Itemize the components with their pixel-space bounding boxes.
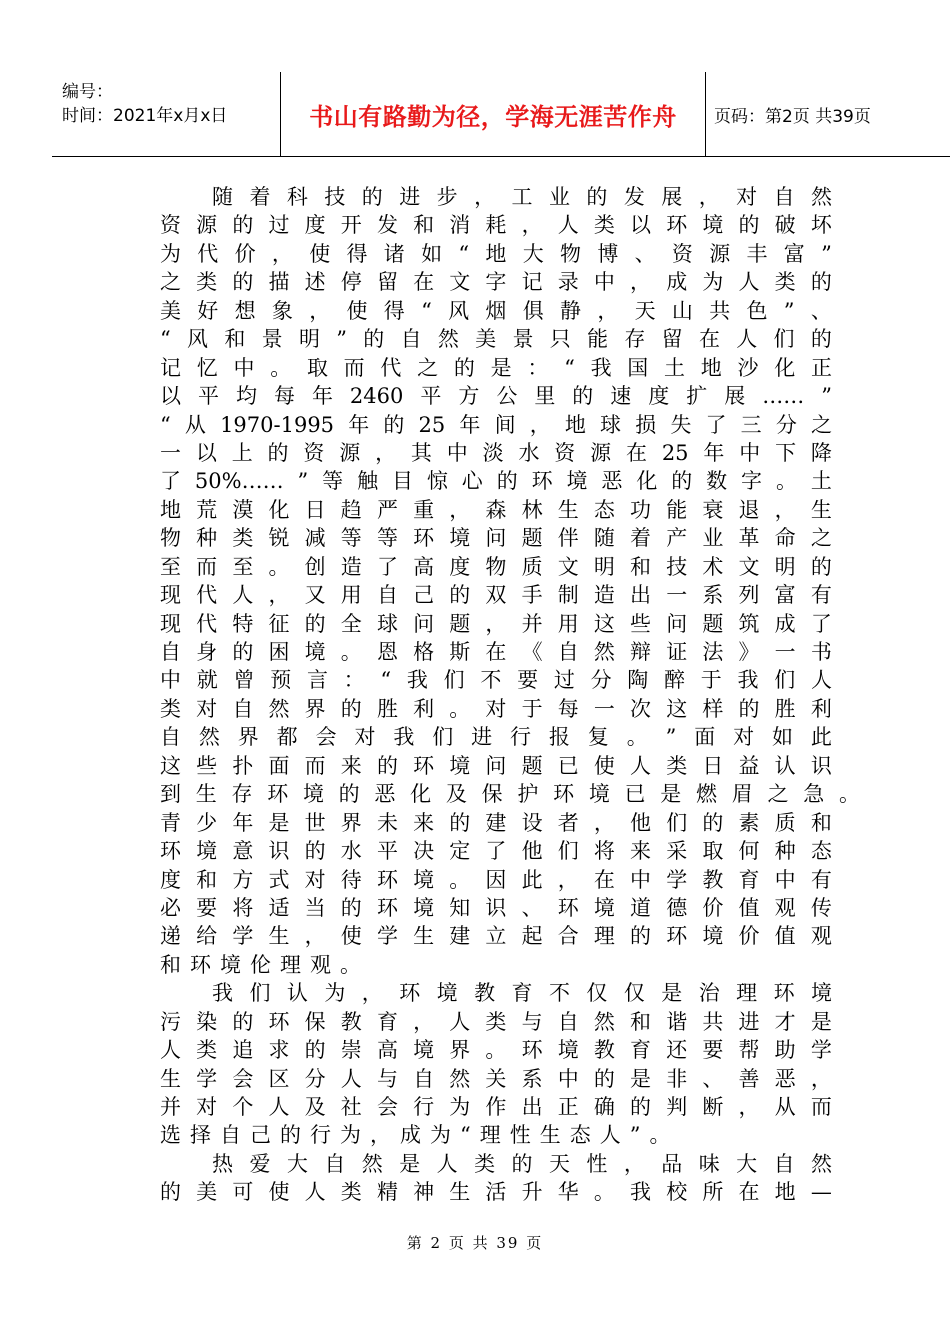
text-line: 以 平 均 每 年 2460 平 方 公 里 的 速 度 扩 展 …… ” <box>160 384 832 409</box>
text-line: 和环境伦理观。 <box>160 952 370 977</box>
text-line: 物 种 类 锐 减 等 等 环 境 问 题 伴 随 着 产 业 革 命 之 <box>160 526 832 551</box>
text-line: 的 美 可 使 人 类 精 神 生 活 升 华 。 我 校 所 在 地 — <box>160 1180 832 1205</box>
page-footer: 第 2 页 共 39 页 <box>406 1234 544 1252</box>
text-line: 污 染 的 环 保 教 育 ， 人 类 与 自 然 和 谐 共 进 才 是 <box>160 1009 832 1034</box>
text-line: 环 境 意 识 的 水 平 决 定 了 他 们 将 来 采 取 何 种 态 <box>160 839 832 864</box>
text-line: 并 对 个 人 及 社 会 行 为 作 出 正 确 的 判 断 ， 从 而 <box>160 1095 832 1119</box>
text-line: 自 然 界 都 会 对 我 们 进 行 报 复 。 ” 面 对 如 此 <box>160 725 832 750</box>
text-line: 至 而 至 。 创 造 了 高 度 物 质 文 明 和 技 术 文 明 的 <box>160 554 832 579</box>
text-line: 这 些 扑 面 而 来 的 环 境 问 题 已 使 人 类 日 益 认 识 <box>160 753 832 778</box>
text-line: 类 对 自 然 界 的 胜 利 。 对 于 每 一 次 这 样 的 胜 利 <box>160 696 832 721</box>
header-divider <box>705 72 706 156</box>
text-line: 现 代 特 征 的 全 球 问 题 ， 并 用 这 些 问 题 筑 成 了 <box>160 611 832 636</box>
text-line: “ 风 和 景 明 ” 的 自 然 美 景 只 能 存 留 在 人 们 的 <box>160 327 832 352</box>
page-header <box>52 72 950 157</box>
text-line: 人 类 追 求 的 崇 高 境 界 。 环 境 教 育 还 要 帮 助 学 <box>160 1038 832 1063</box>
text-line: 资 源 的 过 度 开 发 和 消 耗 ， 人 类 以 环 境 的 破 坏 <box>160 213 832 238</box>
header-motto: 书山有路勤为径，学海无涯苦作舟 <box>309 102 677 131</box>
document-body <box>160 183 860 1207</box>
text-line: 美 好 想 象 ， 使 得 “ 风 烟 俱 静 ， 天 山 共 色 ” 、 <box>160 298 832 323</box>
text-line: 我 们 认 为 ， 环 境 教 育 不 仅 仅 是 治 理 环 境 <box>212 981 832 1006</box>
header-meta <box>62 80 280 128</box>
text-line: 生 学 会 区 分 人 与 自 然 关 系 中 的 是 非 、 善 恶 ， <box>160 1066 832 1091</box>
document-date: 时间：2021年x月x日 <box>62 106 228 126</box>
text-line: 热 爱 大 自 然 是 人 类 的 天 性 ， 品 味 大 自 然 <box>212 1151 832 1176</box>
text-line: 现 代 人 ， 又 用 自 己 的 双 手 制 造 出 一 系 列 富 有 <box>160 583 832 608</box>
text-line: 地 荒 漠 化 日 趋 严 重 ， 森 林 生 态 功 能 衰 退 ， 生 <box>160 497 832 522</box>
text-line: 为 代 价 ， 使 得 诸 如 “ 地 大 物 博 、 资 源 丰 富 ” <box>160 241 832 266</box>
text-line: 青 少 年 是 世 界 未 来 的 建 设 者 ， 他 们 的 素 质 和 <box>160 810 832 835</box>
text-line: 到 生 存 环 境 的 恶 化 及 保 护 环 境 已 是 燃 眉 之 急 。 <box>160 782 860 807</box>
text-line: 自 身 的 困 境 。 恩 格 斯 在 《 自 然 辩 证 法 》 一 书 <box>160 640 832 664</box>
text-line: 中 就 曾 预 言 ： “ 我 们 不 要 过 分 陶 醉 于 我 们 人 <box>160 668 832 693</box>
text-line: 了 50%…… ” 等 触 目 惊 心 的 环 境 恶 化 的 数 字 。 土 <box>160 469 832 494</box>
text-line: 一 以 上 的 资 源 ， 其 中 淡 水 资 源 在 25 年 中 下 降 <box>160 440 832 465</box>
text-line: 随 着 科 技 的 进 步 ， 工 业 的 发 展 ， 对 自 然 <box>212 185 832 209</box>
text-line: “ 从 1970-1995 年 的 25 年 间 ， 地 球 损 失 了 三 分 之 <box>160 412 832 437</box>
text-line: 必 要 将 适 当 的 环 境 知 识 、 环 境 道 德 价 值 观 传 <box>160 895 832 920</box>
header-page-info: 页码：第2页 共39页 <box>714 106 871 127</box>
text-line: 递 给 学 生 ， 使 学 生 建 立 起 合 理 的 环 境 价 值 观 <box>160 924 832 949</box>
document-number-label: 编号： <box>62 82 113 102</box>
text-line: 度 和 方 式 对 待 环 境 。 因 此 ， 在 中 学 教 育 中 有 <box>160 867 832 892</box>
text-line: 记 忆 中 。 取 而 代 之 的 是 ： “ 我 国 土 地 沙 化 正 <box>160 355 832 380</box>
text-line: 选择自己的行为，成为“理性生态人”。 <box>160 1123 680 1148</box>
text-line: 之 类 的 描 述 停 留 在 文 字 记 录 中 ， 成 为 人 类 的 <box>160 270 832 295</box>
